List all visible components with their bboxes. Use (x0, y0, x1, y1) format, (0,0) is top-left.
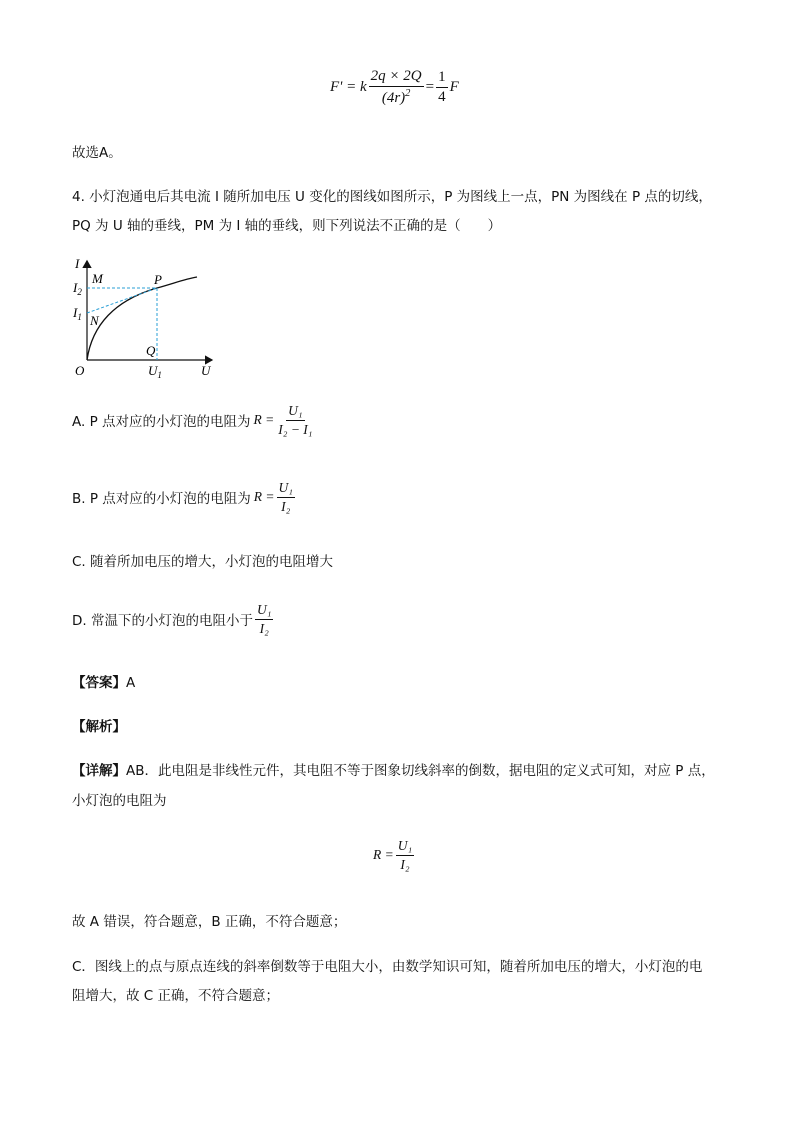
detail-line-1 (72, 760, 715, 782)
option-b-fraction (277, 480, 295, 514)
option-a-text: A. P 点对应的小灯泡的电阻为 (72, 414, 251, 431)
option-a (72, 403, 317, 437)
option-c: C. 随着所加电压的增大，小灯泡的电阻增大 (72, 554, 334, 570)
iu-curve (87, 277, 197, 360)
option-a-num: U₁ (286, 403, 304, 421)
detail-text-1: AB．此电阻是非线性元件，其电阻不等于图象切线斜率的倒数，据电阻的定义式可知，对应 P 点， (126, 763, 715, 779)
label-i1: $I_1$ (73, 305, 82, 322)
iu-graph (70, 255, 230, 380)
analysis-label: 【解析】 (72, 719, 126, 735)
option-b-num: U₁ (277, 480, 295, 498)
option-d-text: D. 常温下的小灯泡的电阻小于 (72, 613, 253, 630)
formula-tail: F (449, 79, 459, 96)
label-u1: $U_1$ (148, 363, 162, 380)
option-a-lhs: R = (253, 412, 275, 428)
previous-conclusion: 故选A。 (72, 145, 122, 161)
answer-label: 【答案】 (72, 675, 126, 691)
answer (72, 672, 135, 694)
formula-quarter-num: 1 (436, 69, 448, 88)
detail-line-4: C．图线上的点与原点连线的斜率倒数等于电阻大小，由数学知识可知，随着所加电压的增大，小灯泡的电 (72, 959, 703, 975)
label-u-axis: U (201, 363, 211, 378)
detail-line-5: 阻增大，故 C 正确，不符合题意； (72, 988, 280, 1004)
question-line-1 (72, 186, 712, 208)
question-number: 4. (72, 189, 85, 205)
detail-equation (373, 838, 416, 872)
option-b-lhs: R = (253, 489, 275, 505)
option-b (72, 480, 297, 514)
label-i-axis: I (75, 256, 80, 271)
detail-eq-lhs: R = (373, 847, 394, 863)
formula-den-base: (4r) (381, 90, 406, 107)
formula-quarter (436, 69, 448, 107)
formula-coulomb (330, 68, 459, 108)
question-line-2: PQ 为 U 轴的垂线，PM 为 I 轴的垂线，则下列说法不正确的是（ ） (72, 218, 502, 234)
formula-numerator: 2q × 2Q (369, 68, 424, 87)
detail-eq-fraction (396, 838, 414, 872)
detail-eq-den: I₂ (400, 856, 410, 872)
formula-quarter-den: 4 (438, 89, 446, 106)
answer-value: A (126, 675, 136, 691)
option-b-text: B. P 点对应的小灯泡的电阻为 (72, 491, 251, 508)
formula-equals: = (425, 79, 435, 96)
label-n: N (90, 313, 99, 328)
label-i2: $I_2$ (73, 280, 82, 297)
option-d-fraction (255, 602, 273, 636)
label-m: M (92, 271, 103, 286)
option-d-num: U₁ (255, 602, 273, 620)
option-d (72, 602, 275, 636)
label-q: Q (146, 343, 156, 358)
detail-line-2: 小灯泡的电阻为 (72, 793, 167, 809)
label-origin: O (75, 363, 85, 378)
option-a-den: I₂ − I₁ (278, 421, 313, 437)
option-a-fraction (276, 403, 314, 437)
option-b-den: I₂ (281, 498, 291, 514)
detail-eq-num: U₁ (396, 838, 414, 856)
label-p: P (154, 272, 162, 287)
formula-denominator (380, 87, 413, 107)
option-d-den: I₂ (259, 620, 269, 636)
question-text-1: 小灯泡通电后其电流 I 随所加电压 U 变化的图线如图所示，P 为图线上一点，PN 为图线在 P 点的切线， (89, 189, 712, 205)
formula-lhs: F' = k (330, 79, 367, 96)
detail-line-3: 故 A 错误，符合题意，B 正确，不符合题意； (72, 914, 347, 930)
formula-fraction (369, 68, 424, 108)
formula-den-exp: 2 (405, 88, 411, 100)
detail-label: 【详解】 (72, 763, 126, 779)
